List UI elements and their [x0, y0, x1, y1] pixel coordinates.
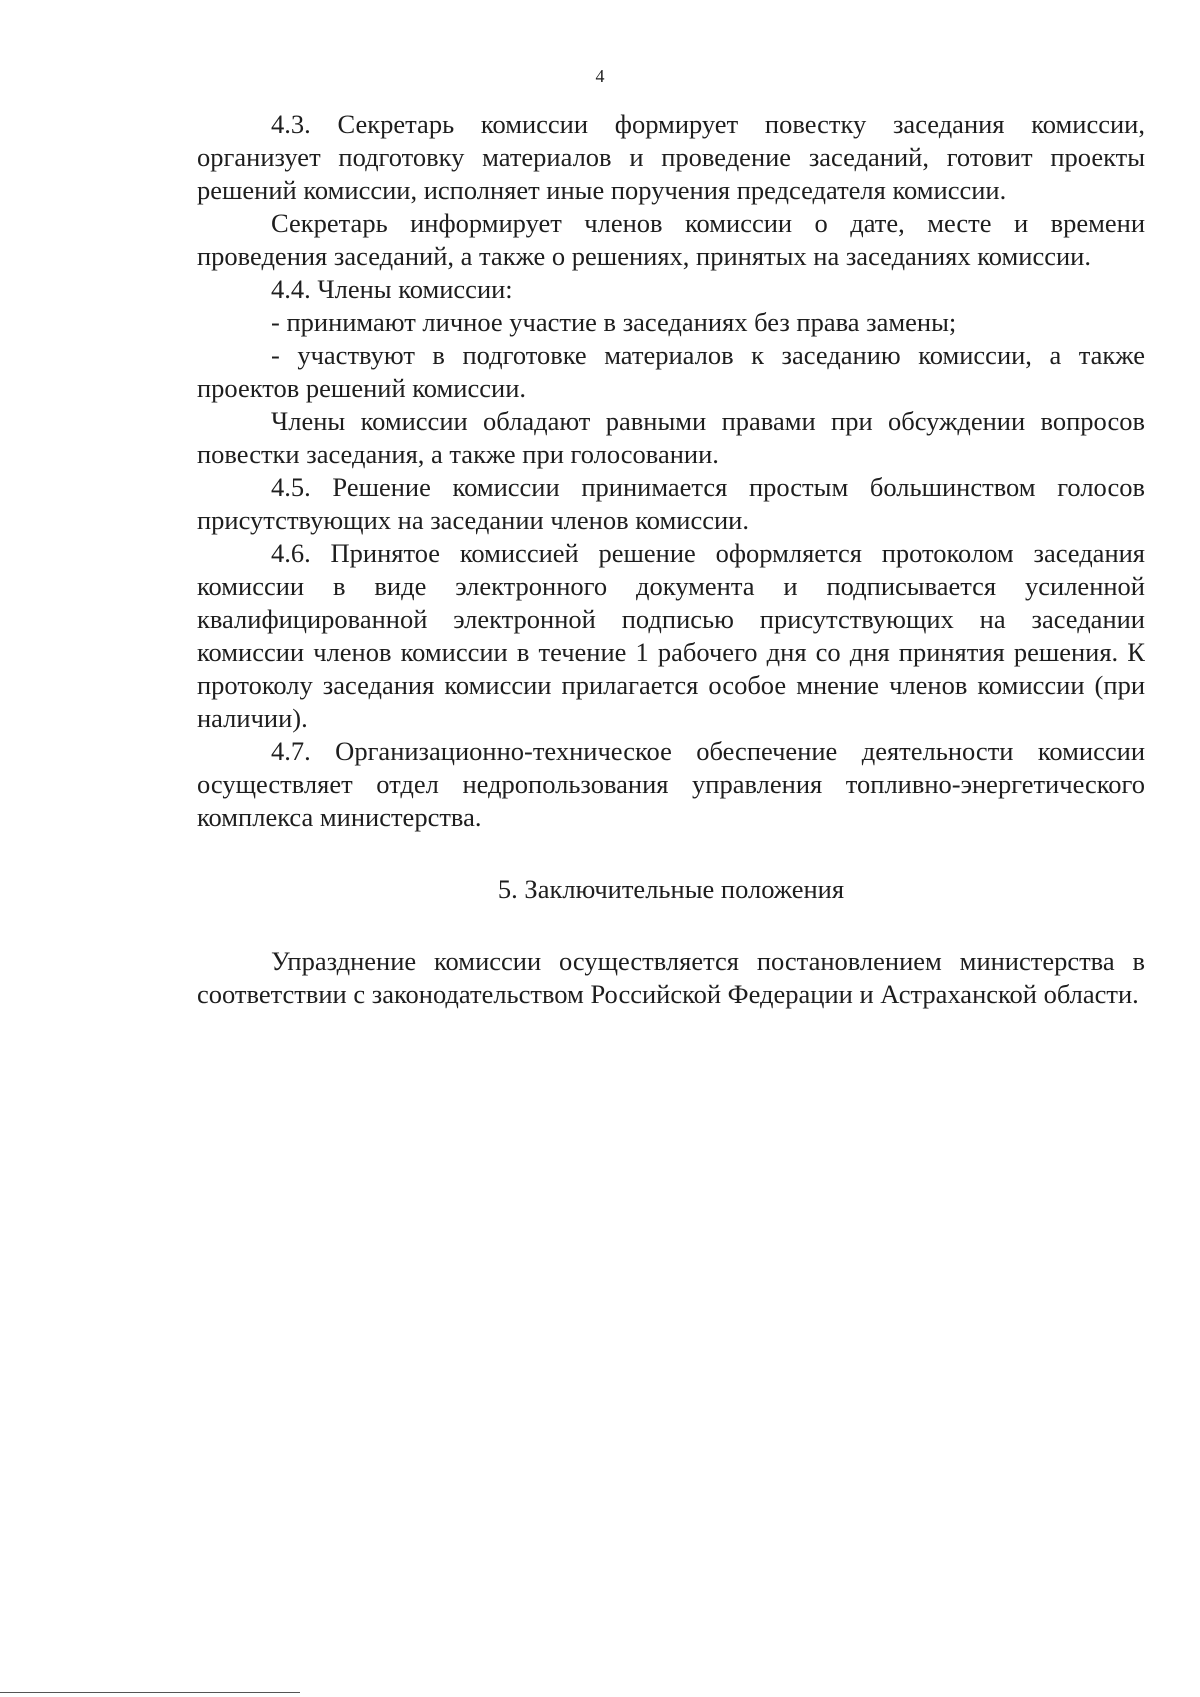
- paragraph-4-6: 4.6. Принятое комиссией решение оформляется протоколом заседания комиссии в виде электронного документа и подписывается усиленной квалифицированной электронной подписью присутствующих на заседании комиссии членов комиссии в течение 1 рабочего дня со дня принятия решения. К протоколу заседания комиссии прилагается особое мнение членов комиссии (при наличии).: [197, 538, 1145, 733]
- page-number: 4: [595, 66, 605, 86]
- paragraph-secretary-informs: Секретарь информирует членов комиссии о дате, месте и времени проведения заседаний, а также о решениях, принятых на заседаниях комиссии.: [197, 208, 1145, 271]
- list-item-personal-participation: - принимают личное участие в заседаниях без права замены;: [271, 307, 957, 337]
- paragraph-4-3: 4.3. Секретарь комиссии формирует повестку заседания комиссии, организует подготовку материалов и проведение заседаний, готовит проекты решений комиссии, исполняет иные поручения председателя комиссии.: [197, 109, 1145, 205]
- paragraph-4-7: 4.7. Организационно-техническое обеспечение деятельности комиссии осуществляет отдел недропользования управления топливно-энергетического комплекса министерства.: [197, 736, 1145, 832]
- paragraph-4-4: 4.4. Члены комиссии:: [271, 274, 513, 304]
- scan-edge-line: [0, 1692, 300, 1693]
- paragraph-4-5: 4.5. Решение комиссии принимается простым большинством голосов присутствующих на заседании членов комиссии.: [197, 472, 1145, 535]
- paragraph-equal-rights: Члены комиссии обладают равными правами при обсуждении вопросов повестки заседания, а также при голосовании.: [197, 406, 1145, 469]
- list-item-preparation: - участвуют в подготовке материалов к заседанию комиссии, а также проектов решений комиссии.: [197, 340, 1145, 403]
- section-heading-5: 5. Заключительные положения: [497, 874, 845, 904]
- document-body: [197, 108, 1145, 1011]
- paragraph-5-abolition: Упразднение комиссии осуществляется постановлением министерства в соответствии с законодательством Российской Федерации и Астраханской области.: [197, 946, 1145, 1009]
